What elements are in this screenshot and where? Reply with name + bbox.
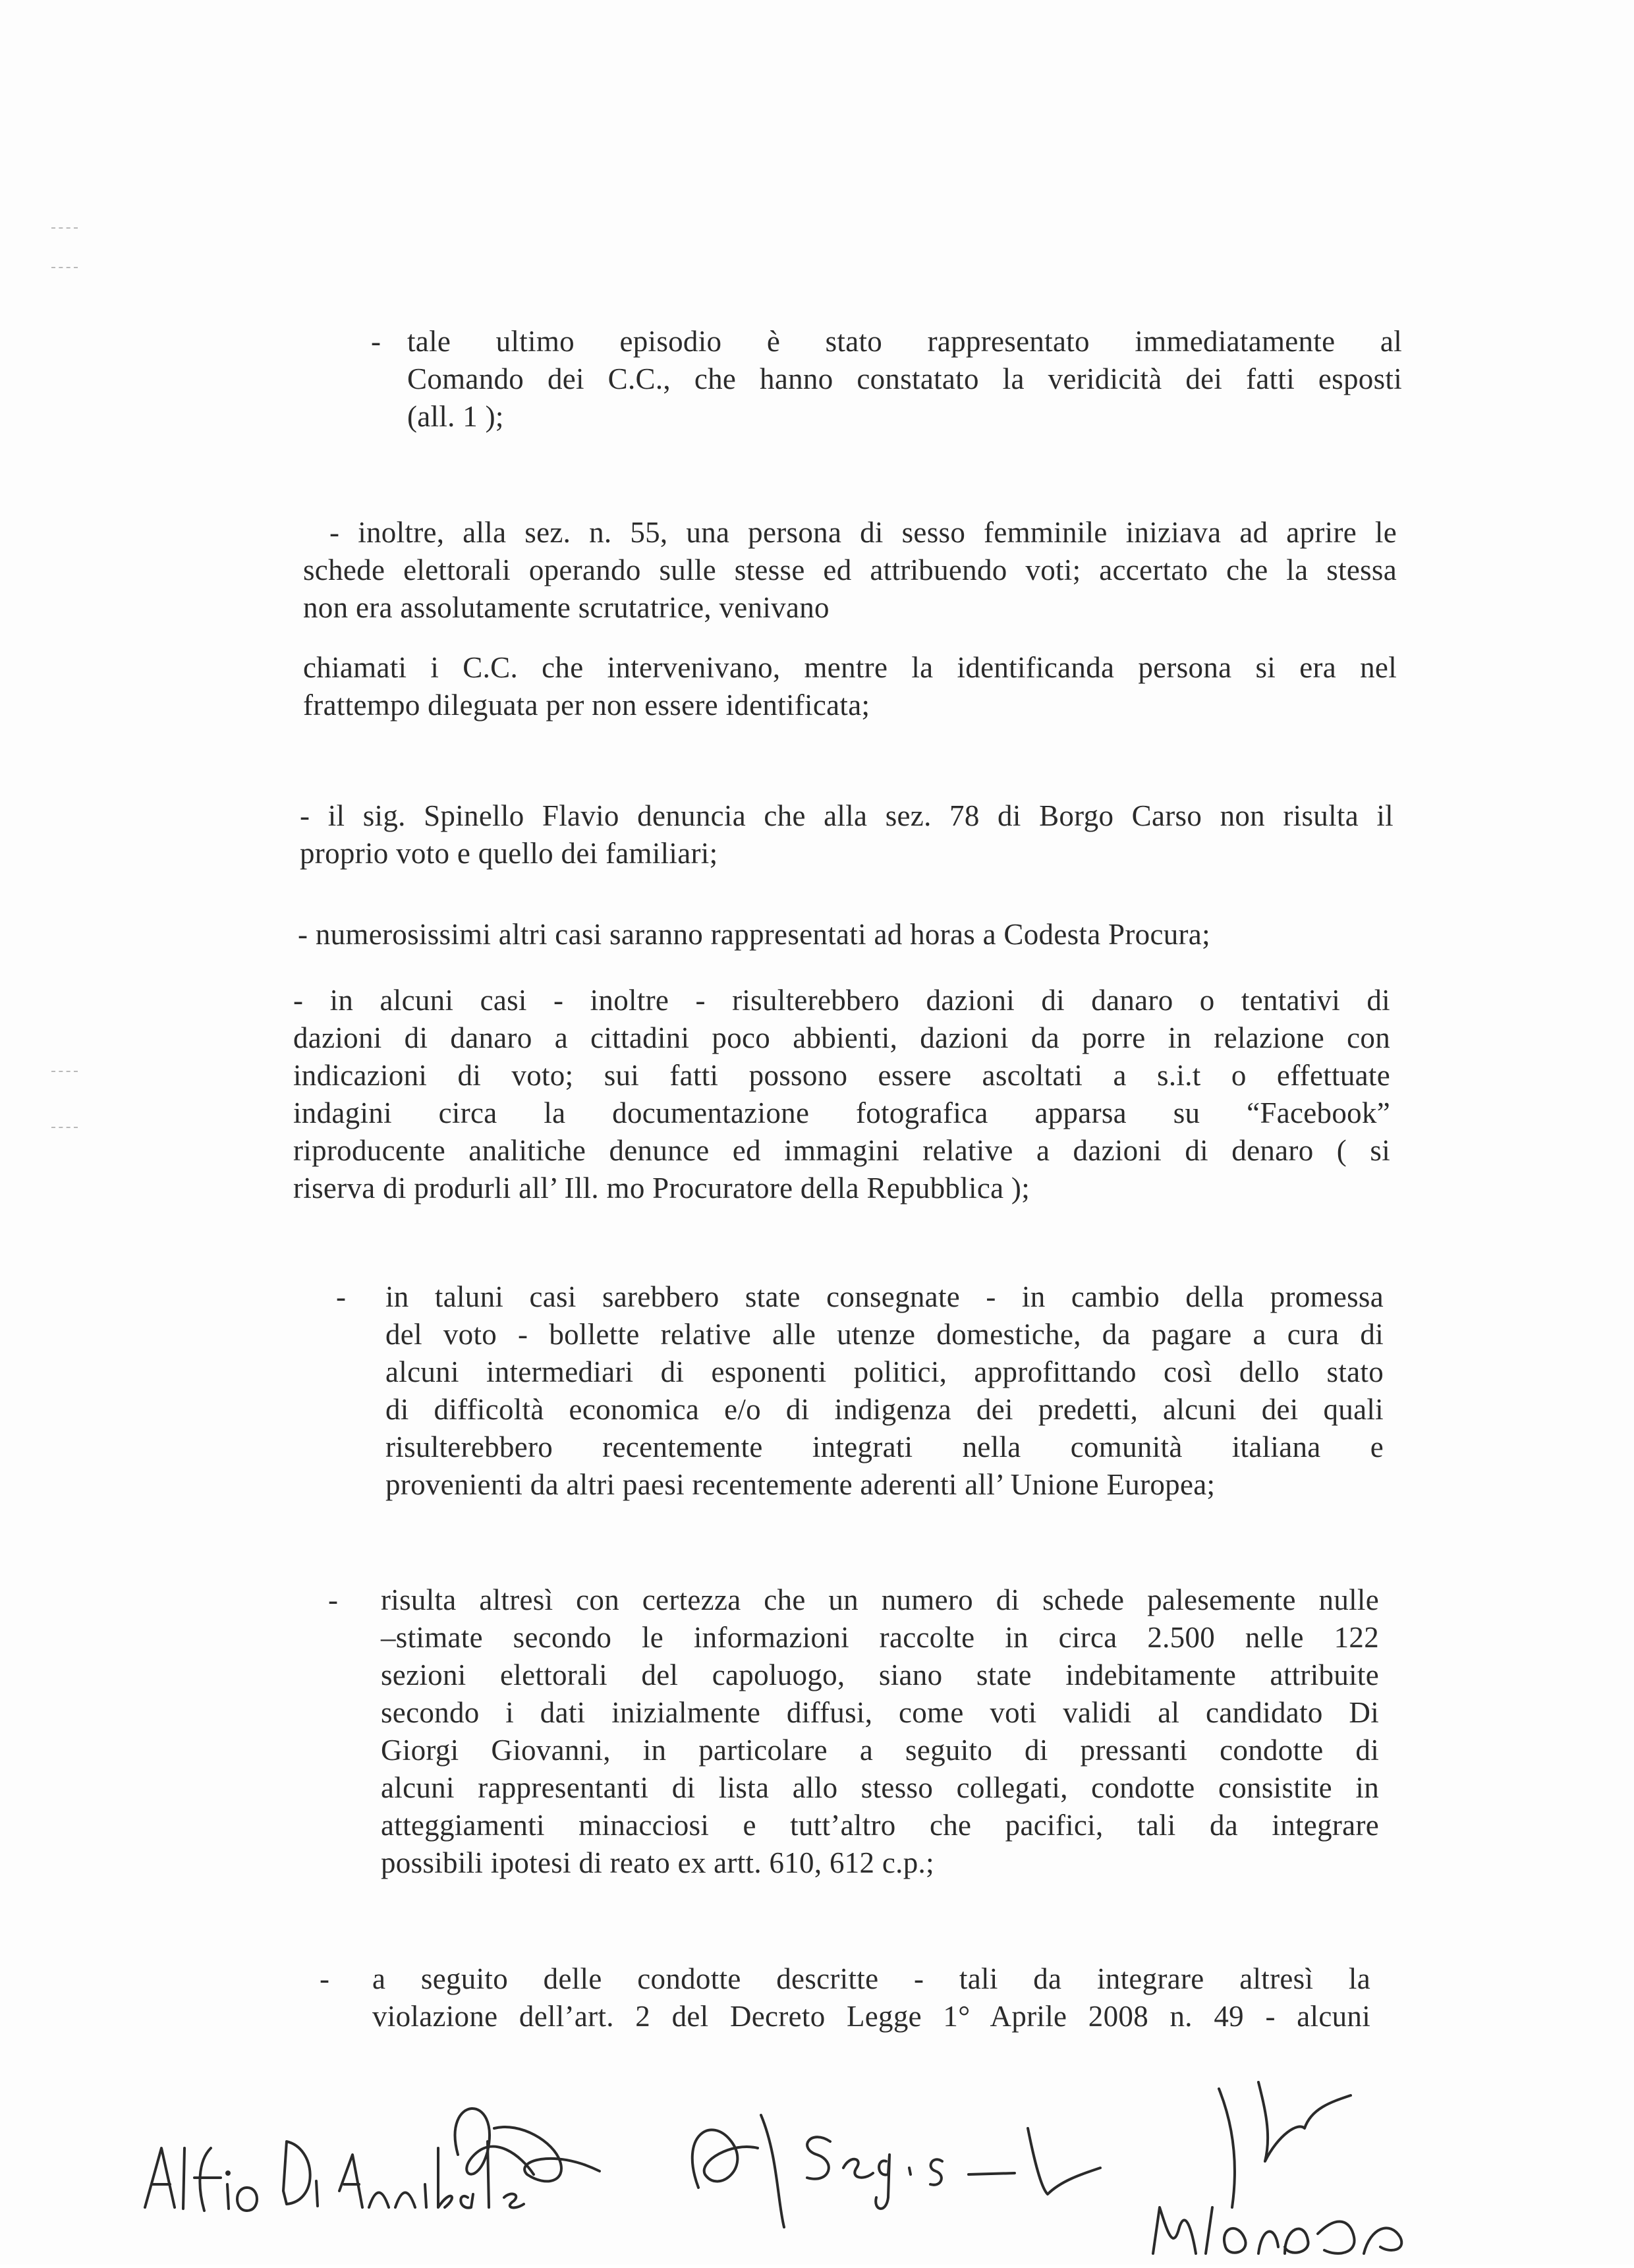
paragraph-decreto-legge xyxy=(320,1960,1370,2035)
paragraph-schede-nulle xyxy=(328,1581,1379,1882)
scan-margin-mark xyxy=(51,1071,78,1073)
text-line: chiamati i C.C. che intervenivano, mentre la identificanda persona si era nel xyxy=(303,651,1397,684)
signature-third xyxy=(692,2115,784,2227)
text-line: - inoltre, alla sez. n. 55, una persona di sesso femminile iniziava ad aprire le xyxy=(329,516,1397,549)
text-line: non era assolutamente scrutatrice, venivano xyxy=(303,591,830,624)
text-line: in taluni casi sarebbero state consegnate - in cambio della promessa xyxy=(385,1280,1384,1313)
text-line: alcuni intermediari di esponenti politici, approfittando così dello stato xyxy=(385,1355,1384,1388)
text-line: risulta altresì con certezza che un numero di schede palesemente nulle xyxy=(381,1583,1379,1616)
signature-seges xyxy=(807,2128,1100,2209)
text-line: provenienti da altri paesi recentemente aderenti all’ Unione Europea; xyxy=(385,1468,1216,1501)
signature-right xyxy=(1153,2082,1401,2254)
text-line: riproducente analitiche denunce ed immagini relative a dazioni di denaro ( si xyxy=(293,1134,1390,1167)
text-line: risulterebbero recentemente integrati nella comunità italiana e xyxy=(385,1431,1384,1463)
text-line: violazione dell’art. 2 del Decreto Legge 1° Aprile 2008 n. 49 - alcuni xyxy=(372,2000,1370,2033)
text-line: secondo i dati inizialmente diffusi, come voti validi al candidato Di xyxy=(381,1696,1379,1729)
paragraph-chiamati-cc xyxy=(303,649,1397,724)
scan-margin-mark xyxy=(51,1127,78,1129)
scan-margin-mark xyxy=(51,267,78,269)
paragraph-spinello xyxy=(300,797,1394,872)
signatures-area xyxy=(99,2056,1548,2265)
paragraph-bollette xyxy=(336,1278,1384,1504)
text-line: proprio voto e quello dei familiari; xyxy=(300,837,718,870)
bullet-dash: - xyxy=(336,1280,347,1313)
text-line: sezioni elettorali del capoluogo, siano state indebitamente attribuite xyxy=(381,1658,1379,1691)
text-line: di difficoltà economica e/o di indigenza dei predetti, alcuni dei quali xyxy=(385,1393,1384,1426)
text-line: - numerosissimi altri casi saranno rappresentati ad horas a Codesta Procura; xyxy=(298,918,1210,951)
text-line: riserva di produrli all’ Ill. mo Procuratore della Repubblica ); xyxy=(293,1172,1030,1205)
text-line: dazioni di danaro a cittadini poco abbienti, dazioni da porre in relazione con xyxy=(293,1021,1390,1054)
text-line: –stimate secondo le informazioni raccolte in circa 2.500 nelle 122 xyxy=(381,1621,1379,1654)
paragraph-numerosissimi xyxy=(298,916,1392,953)
paragraph-sez-55 xyxy=(303,514,1397,627)
text-line: del voto - bollette relative alle utenze domestiche, da pagare a cura di xyxy=(385,1318,1384,1351)
signatures-drawing xyxy=(99,2056,1548,2265)
signature-loop xyxy=(455,2109,600,2181)
text-line: (all. 1 ); xyxy=(407,400,504,433)
text-line: schede elettorali operando sulle stesse ed attribuendo voti; accertato che la stessa xyxy=(303,553,1397,586)
text-line: a seguito delle condotte descritte - tali da integrare altresì la xyxy=(372,1962,1370,1995)
bullet-dash: - xyxy=(371,325,381,358)
text-line: atteggiamenti minacciosi e tutt’altro che pacifici, tali da integrare xyxy=(381,1809,1379,1842)
bullet-dash: - xyxy=(320,1962,330,1995)
signature-alfio xyxy=(145,2141,524,2211)
text-line: indicazioni di voto; sui fatti possono essere ascoltati a s.i.t o effettuate xyxy=(293,1059,1390,1092)
text-line: alcuni rappresentanti di lista allo stesso collegati, condotte consistite in xyxy=(381,1771,1379,1804)
scan-margin-mark xyxy=(51,227,78,230)
text-line: Giorgi Giovanni, in particolare a seguito di pressanti condotte di xyxy=(381,1734,1379,1767)
paragraph-veridicita xyxy=(371,323,1402,436)
text-line: - in alcuni casi - inoltre - risulterebbero dazioni di danaro o tentativi di xyxy=(293,984,1390,1017)
text-line: possibili ipotesi di reato ex artt. 610, 612 c.p.; xyxy=(381,1846,934,1879)
text-line: Comando dei C.C., che hanno constatato la veridicità dei fatti esposti xyxy=(407,362,1402,395)
text-line: frattempo dileguata per non essere identificata; xyxy=(303,689,870,722)
text-line: indagini circa la documentazione fotografica apparsa su “Facebook” xyxy=(293,1096,1390,1129)
paragraph-dazioni-danaro xyxy=(293,982,1390,1207)
text-line: tale ultimo episodio è stato rappresentato immediatamente al xyxy=(407,325,1402,358)
text-line: - il sig. Spinello Flavio denuncia che alla sez. 78 di Borgo Carso non risulta il xyxy=(300,799,1394,832)
bullet-dash: - xyxy=(328,1583,339,1616)
